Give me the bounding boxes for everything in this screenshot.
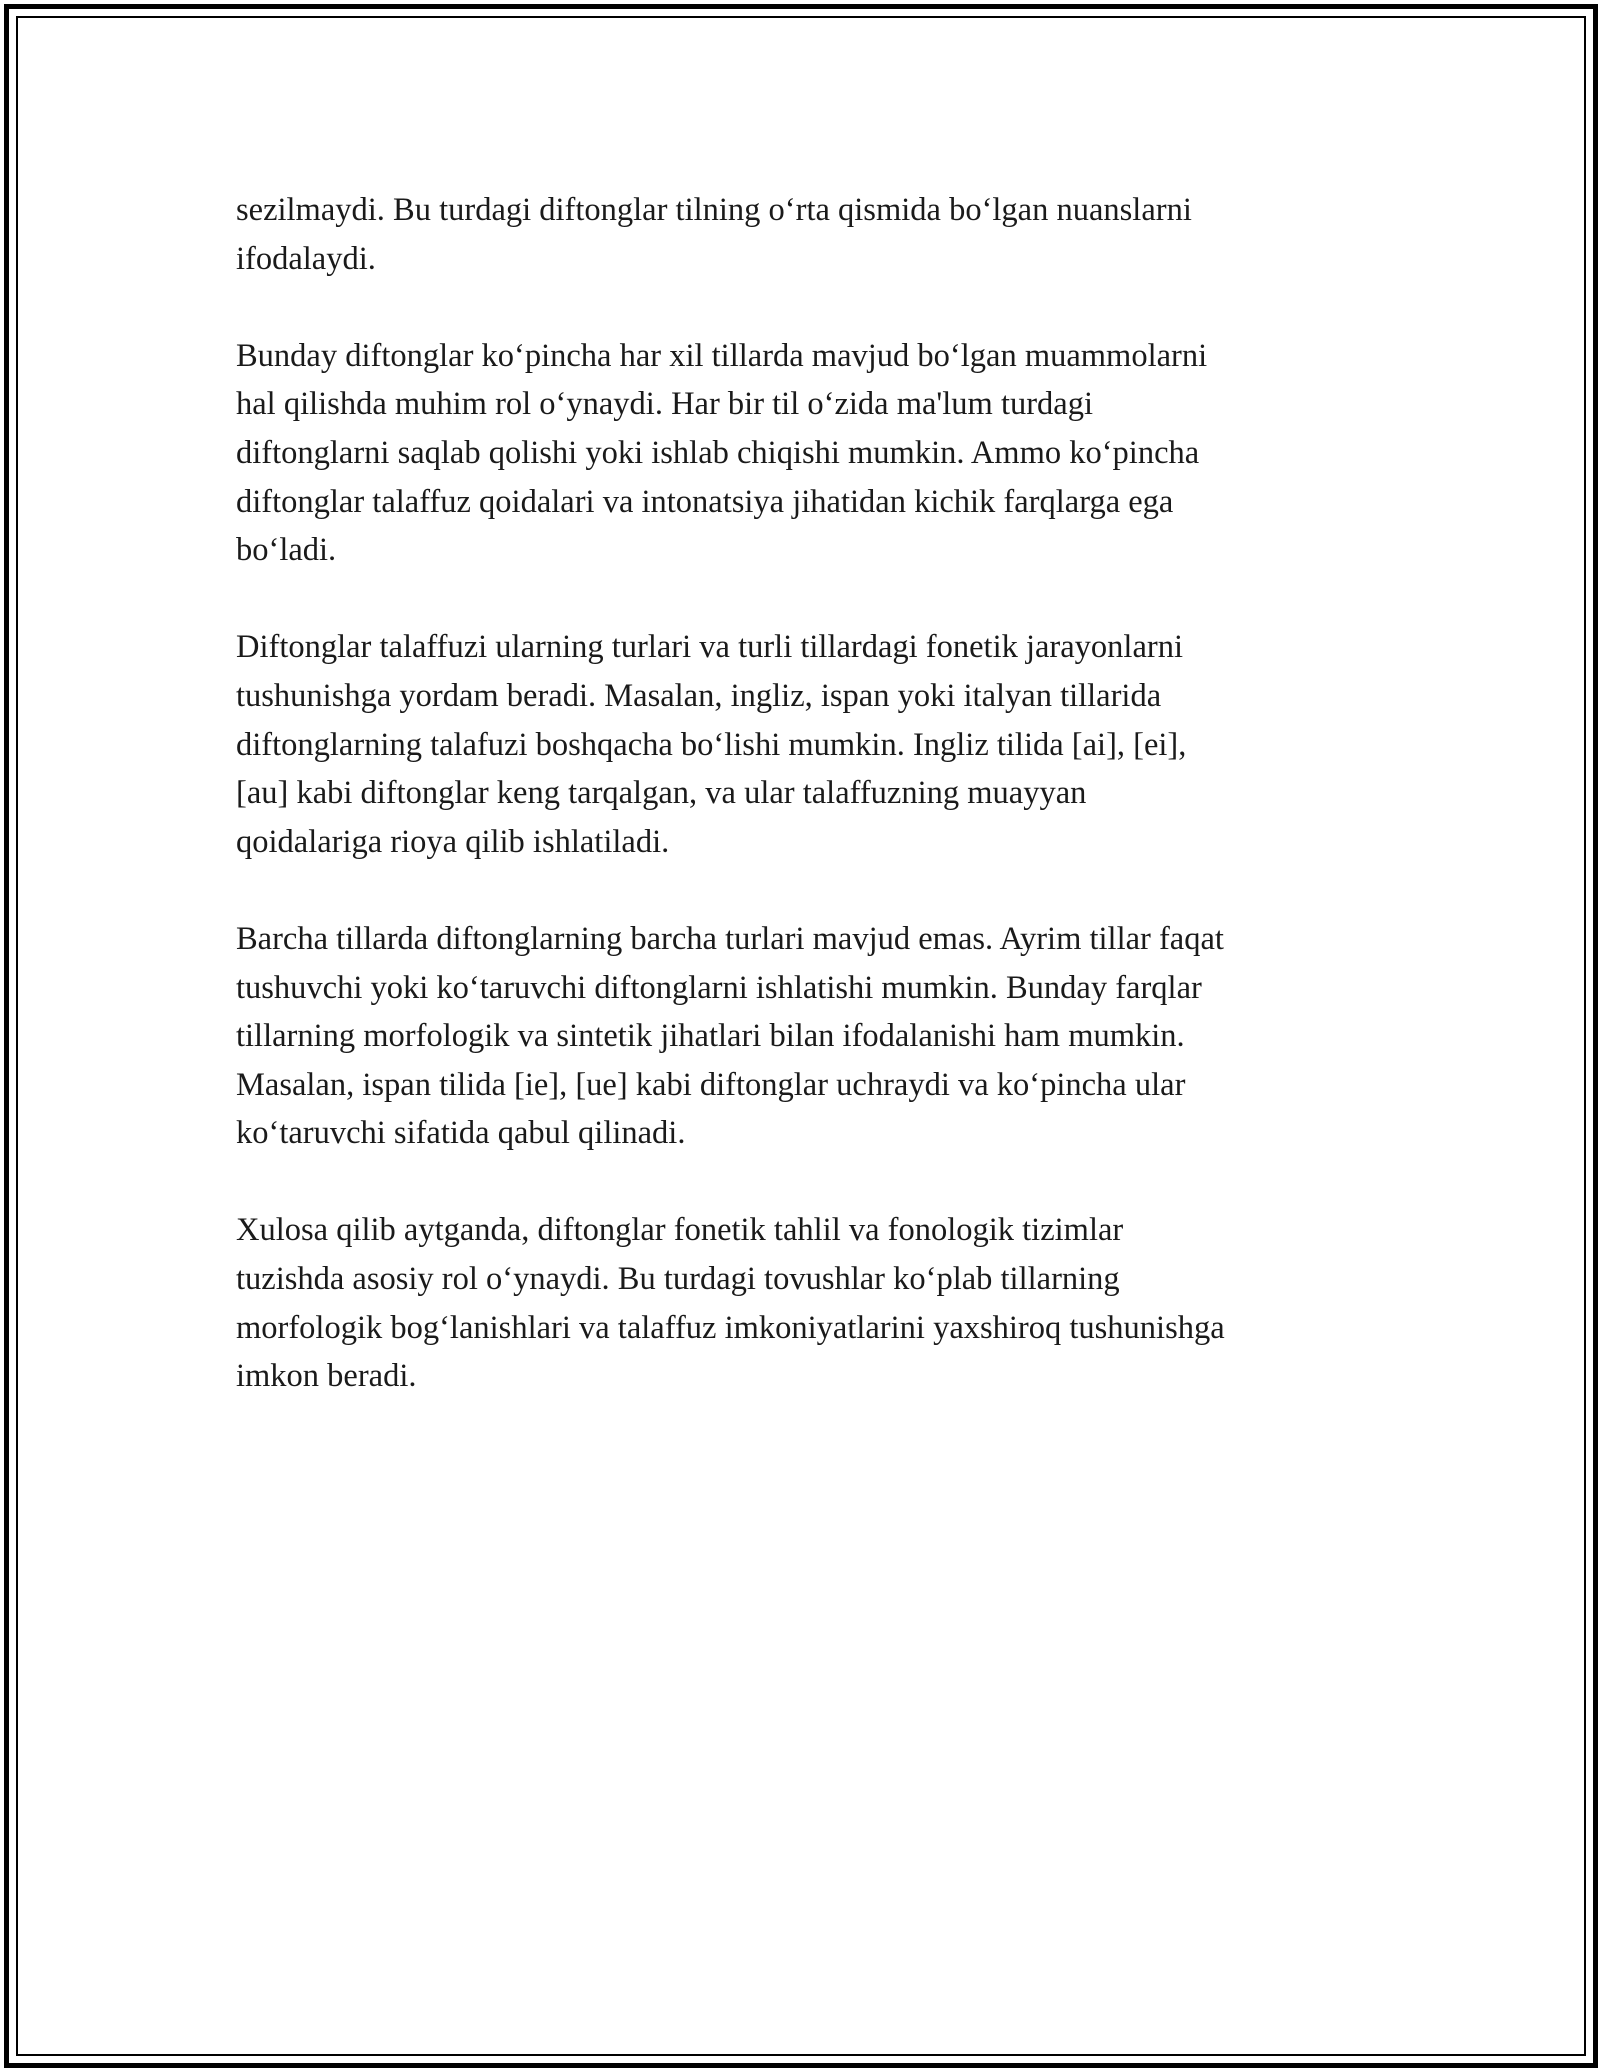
document-body [236, 186, 1372, 1449]
paragraph-2: Bunday diftonglar ko‘pincha har xil tillarda mavjud bo‘lgan muammolarni hal qilishda muhim rol o‘ynaydi. Har bir til o‘zida ma'lum turdagi diftonglarni saqlab qolishi yoki ishlab chiqishi mumkin. Ammo ko‘pincha diftonglar talaffuz qoidalari va intonatsiya jihatidan kichik farqlarga ega bo‘ladi. [236, 337, 1208, 569]
paragraph-1: sezilmaydi. Bu turdagi diftonglar tilning o‘rta qismida bo‘lgan nuanslarni ifodalaydi. [236, 192, 1192, 277]
paragraph-4: Barcha tillarda diftonglarning barcha turlari mavjud emas. Ayrim tillar faqat tushuvchi yoki ko‘taruvchi diftonglarni ishlatishi mumkin. Bunday farqlar tillarning morfologik va sintetik jihatlari bilan ifodalanishi ham mumkin. Masalan, ispan tilida [ie], [ue] kabi diftonglar uchraydi va ko‘pincha ular ko‘taruvchi sifatida qabul qilinadi. [236, 920, 1224, 1152]
paragraph-3: Diftonglar talaffuzi ularning turlari va turli tillardagi fonetik jarayonlarni tushunishga yordam beradi. Masalan, ingliz, ispan yoki italyan tillarida diftonglarning talafuzi boshqacha bo‘lishi mumkin. Ingliz tilida [ai], [ei], [au] kabi diftonglar keng tarqalgan, va ular talaffuzning muayyan qoidalariga rioya qilib ishlatiladi. [236, 629, 1187, 860]
paragraph-5: Xulosa qilib aytganda, diftonglar fonetik tahlil va fonologik tizimlar tuzishda asosiy rol o‘ynaydi. Bu turdagi tovushlar ko‘plab tillarning morfologik bog‘lanishlari va talaffuz imkoniyatlarini yaxshiroq tushunishga imkon beradi. [236, 1212, 1225, 1395]
